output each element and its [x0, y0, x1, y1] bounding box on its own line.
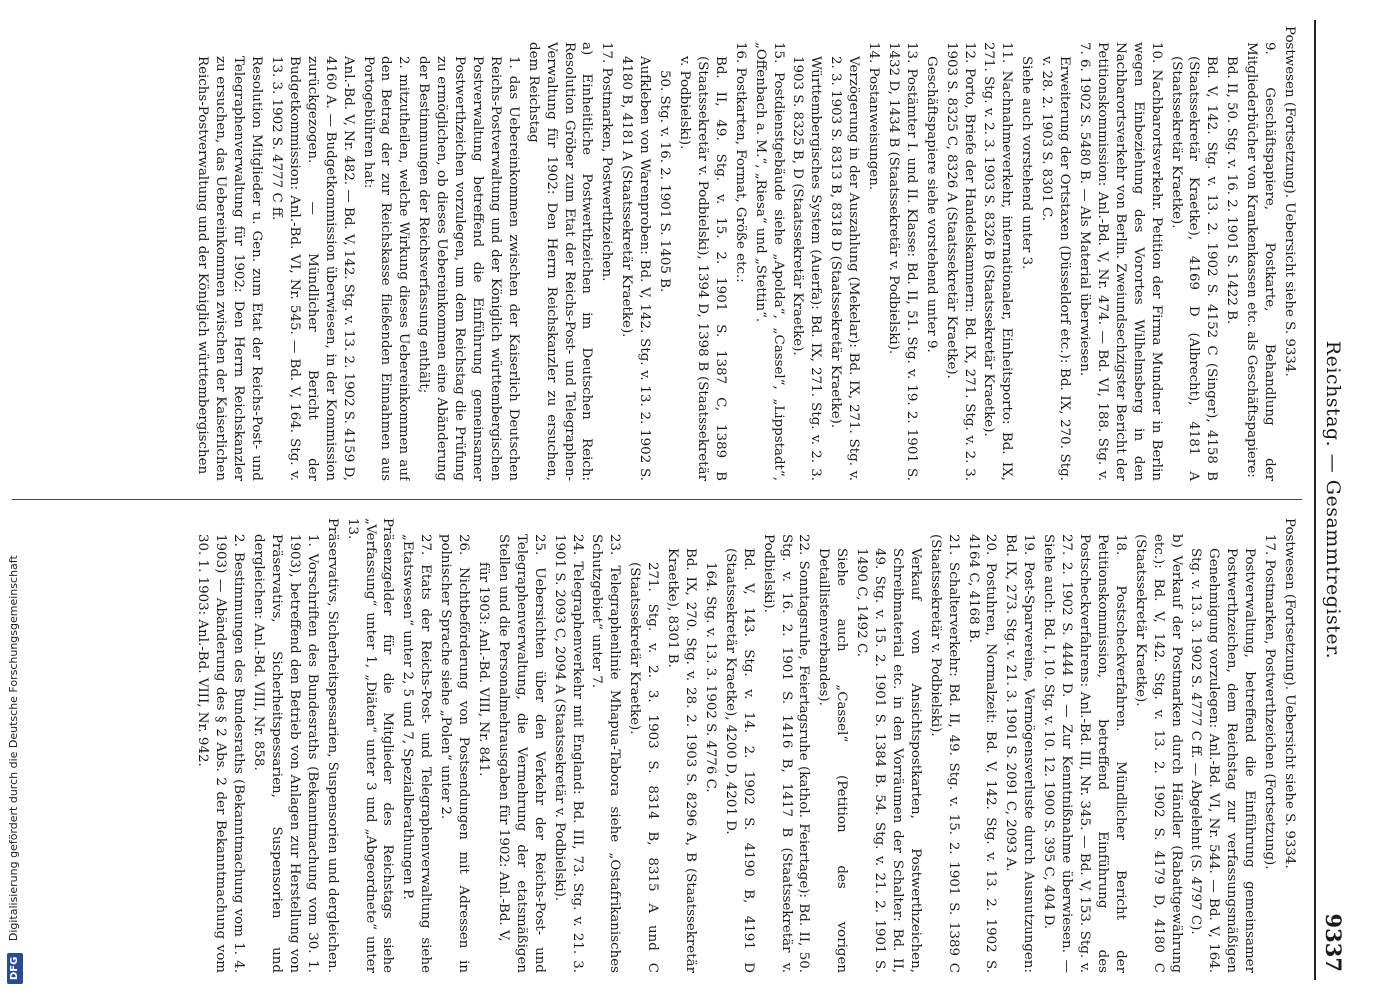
index-entry: Bd. II, 50. Stg. v. 16. 2. 1901 S. 1422 B. [1224, 56, 1240, 325]
running-header [1314, 20, 1350, 980]
index-entry: Verzögerung in der Auszahlung (Mekelar): Bd. IX, 271. Stg. v. 2. 3. 1903 S. 8313 B, 8318 D (Staatssekretär Kraetke). [828, 56, 862, 481]
index-entry: 27. Etats der Reichs-Post- und Telegraphenverwaltung siehe „Etatswesen“ unter 2, 5 und 7, Spezialberathungen P. [400, 534, 434, 973]
index-entry: Siehe auch „Cassel“ (Petition des vorigen Detaillistenverbandes). [816, 548, 850, 973]
index-entry: Geschäftspapiere siehe vorstehend unter 9. [923, 56, 939, 353]
index-entry: 13. Postämter I. und II. Klasse: Bd. II, 51. Stg. v. 19. 2. 1901 S. 1432 D, 1434 B (Staatssekretär v. Podbielski). [885, 42, 919, 481]
index-entry: 1. das Uebereinkommen zwischen der Kaiserlich Deutschen Reichs-Postverwaltung und der Königlich württembergischen Postverwaltung betreffend die Einführung gemeinsamer Postwerthzeichen vorzulegen, um dem Reichstag die Prüfung zu ermöglichen, ob dieses Uebereinkommen eine Abänderung der Bestimmungen der Reichsverfassung enthält; [416, 56, 521, 481]
index-entry: Verkauf von Ansichtspostkarten, Postwerthzeichen, Schreibmaterial etc. in den Vorräumen der Schalter: Bd. II, 49. Stg. v. 15. 2. 1901 S. 1384 B. 54. Stg. v. 21. 2. 1901 S. 1490 C, 1492 C. [854, 548, 923, 973]
index-entry: 14. Postanweisungen. [866, 42, 882, 191]
index-entry: 25. Uebersichten über den Verkehr der Reichs-Post- und Telegraphenverwaltung, die Vermehrung der etatsmäßigen Stellen und die Personalmehrausgaben für 1902: Anl.-Bd. V, [495, 534, 547, 973]
index-entry: Aufkleben von Warenproben: Bd. V, 142. Stg. v. 13. 2. 1902 S. 4180 B, 4181 A (Staatssekretär Kraetke). [619, 56, 653, 481]
index-entry: 17. Postmarken, Postwerthzeichen. [599, 42, 615, 282]
index-entry: Anl.-Bd. V, Nr. 482. — Bd. V, 142. Stg. v. 13. 2. 1902 S. 4159 D, 4160 A. — Budgetkommission überwiesen, in der Kommission zurückgezogen. — Mündlicher Bericht der Budgetkommission: Anl.-Bd. VI, Nr. 545. — Bd. V, 164. Stg. v. 13. 3. 1902 S. 4777 C ff. [269, 56, 356, 481]
index-entry: 17. Postmarken, Postwerthzeichen (Fortsetzung). [1262, 534, 1278, 870]
index-entry: Bd. II, 49. Stg. v. 15. 2. 1901 S. 1387 C, 1389 B (Staatssekretär v. Podbielski), 1394 D, 1398 B (Staatssekretär v. Podbielski). [677, 56, 728, 481]
index-entry: 12. Porto, Briefe der Handelskammern: Bd. IX, 271. Stg. v. 2. 3. 1903 S. 8325 C, 8326 A (Staatssekretär Kraetke). [943, 42, 977, 481]
index-entry: 21. Schalterverkehr: Bd. II, 49. Stg. v. 15. 2. 1901 S. 1389 C (Staatssekretär v. Podbielski). [927, 534, 961, 973]
index-heading: Postwesen (Fortsetzung). Uebersicht siehe S. 9334. [1282, 518, 1297, 869]
index-heading: Präservativs, Sicherheitspessarien, Suspensorien und dergleichen. [324, 518, 340, 973]
index-heading: Präsenzgelder für die Mitglieder des Reichstags siehe „Verfassung“ unter 1, „Diäten“ unter 3 und „Abgeordnete“ unter 13. [344, 518, 396, 973]
page-title: Reichstag. — Gesammtregister. [1322, 340, 1344, 660]
page-number: 9337 [1321, 913, 1346, 972]
index-entry: Bd. V, 143. Stg. v. 14. 2. 1902 S. 4190 B, 4191 D (Staatssekretär Kraetke), 4200 D, 4201 D. [722, 548, 756, 973]
dfg-logo: DFG [7, 953, 23, 984]
index-entry: Bd. V, 142. Stg. v. 13. 2. 1902 S. 4152 C (Singer), 4158 B (Staatssekretär Kraetke), 4169 D (Albrecht), 4181 A (Staatssekretär Kraetke). [1168, 56, 1220, 481]
left-column [8, 26, 1298, 481]
index-entry: 15. Postdienstgebäude siehe „Apolda“, „Cassel“, „Lippstadt“, „Offenbach a. M.“, „Riesa“ und „Stettin“. [752, 42, 786, 481]
index-entry: 2. Bestimmungen des Bundesraths (Bekanntmachung vom 1. 4. 1903) — Abänderung des § 2 Abs. 2 der Bekanntmachung vom 30. 1. 1903: Anl.-Bd. VIII, Nr. 942. [195, 534, 247, 973]
right-column [8, 518, 1298, 973]
index-entry: 24. Telegraphenverkehr mit England: Bd. III, 73. Stg. v. 21. 3. 1901 S. 2093 C, 2094 A (Staatssekretär v. Podbielski). [551, 534, 585, 973]
index-entry: 2. mitzutheilen, welche Wirkung dieses Uebereinkommen auf den Betrag der zur Reichskasse fließenden Einnahmen aus Portogebühren hat: [360, 56, 412, 481]
index-entry: 23. Telegraphenlinie Mhapua-Tabora siehe „Ostafrikanisches Schutzgebiet“ unter 7. [589, 534, 623, 973]
index-entry: 1. Vorschriften des Bundesraths (Bekanntmachung vom 30. 1. 1903), betreffend den Betrieb von Anlagen zur Herstellung von Präservativs, Sicherheitspessarien, Suspensorien und dergleichen: Anl.-Bd. VIII, Nr. 858. [251, 534, 320, 973]
index-entry: für 1903: Anl.-Bd. VIII, Nr. 841. [476, 562, 492, 777]
index-entry: Württembergisches System (Auerfa): Bd. IX, 271. Stg. v. 2. 3. 1903 S. 8325 B, D (Staatssekretär Kraetke). [790, 56, 824, 481]
index-entry: 9. Geschäftspapiere, Postkarte, Behandlung der Mitgliederbücher von Krankenkassen etc. als Geschäftspapiere: [1244, 42, 1278, 481]
index-entry: Resolution Mitglieder u. Gen. zum Etat der Reichs-Post- und Telegraphenverwaltung für 1902: Den Herrn Reichskanzler zu ersuchen, das Uebereinkommen zwischen der Kaiserlichen Reichs-Postverwaltung und der Königlich württembergischen [195, 56, 265, 481]
index-entry: 50. Stg. v. 16. 2. 1901 S. 1405 B. [657, 70, 673, 293]
index-entry: a) Einheitliche Postwerthzeichen im Deutschen Reich: Resolution Gröber zum Etat der Reichs-Post- und Telegraphen-Verwaltung für 1902: Den Herrn Reichskanzler zu ersuchen, dem Reichstag [525, 42, 595, 481]
index-entry: 11. Nachnahmeverkehr, internationaler, Einheitsporto: Bd. IX, 271. Stg. v. 2. 3. 1903 S. 8326 B (Staatssekretär Kraetke). [981, 42, 1015, 481]
rotated-document-page [0, 20, 1350, 980]
index-entry: Postverwaltung, betreffend die Einführung gemeinsamer Postwerthzeichen, dem Reichstag zur verfassungsmäßigen Genehmigung vorzulegen: Anl.-Bd. VI, Nr. 544. — Bd. V, 164. Stg. v. 13. 3. 1902 S. 4777 C ff. — Abgelehnt (S. 4797 C). [1188, 548, 1258, 973]
index-entry: Bd. IX, 270. Stg. v. 28. 2. 1903 S. 8296 A, B (Staatssekretär Kraetke), 8301 B. [665, 548, 698, 973]
digitization-footer [3, 30, 25, 990]
index-entry: 18. Postscheckverfahren. Mündlicher Bericht der Petitionskommission, betreffend Einführung des Postscheckverfahrens: Anl.-Bd. III, Nr. 345. — Bd. V, 153. Stg. v. 27. 2. 1902 S. 4444 D. — Zur Kenntnißnahme überwiesen. — Siehe auch: Bd. I, 10. Stg. v. 10. 12. 1900 S. 395 C, 404 D. [1041, 534, 1128, 973]
index-entry: 20. Postuhren, Normalzeit: Bd. V, 142. Stg. v. 13. 2. 1902 S. 4164 C, 4168 B. [965, 534, 999, 973]
column-divider [12, 499, 1302, 500]
digitization-note: Digitalisierung gefördert durch die Deutsche Forschungsgemeinschaft [7, 555, 20, 942]
index-entry: 16. Postkarten, Format, Größe etc.: [732, 42, 748, 283]
index-heading: Postwesen (Fortsetzung). Uebersicht siehe S. 9334. [1282, 26, 1297, 377]
index-entry: 19. Post-Sparvereine, Vermögensverluste durch Ausnutzungen: Bd. IX, 273. Stg. v. 21. 3. 1901 S. 2091 C, 2093 A. [1003, 534, 1037, 973]
index-entry: Siehe auch vorstehend unter 3. [1019, 56, 1035, 270]
index-entry: 164. Stg. v. 13. 3. 1902 S. 4776 C. [702, 562, 718, 793]
index-entry: 22. Sonntagsruhe, Feiertagsruhe (kathol. Feiertage): Bd. II, 50. Stg. v. 16. 2. 1901 S. 1416 B, 1417 B (Staatssekretär v. Podbielski). [760, 534, 812, 973]
index-entry: Erweiterung der Ortstaxen (Düsseldorf etc.): Bd. IX, 270. Stg. v. 28. 2. 1903 S. 8301 C. [1039, 56, 1073, 481]
index-entry: 26. Nichtbeförderung von Postsendungen mit Adressen in polnischer Sprache siehe „Polen“ unter 2. [438, 534, 472, 973]
index-entry: b) Verkauf der Postmarken durch Händler (Rabattgewährung etc.): Bd. V, 142. Stg. v. 13. 2. 1902 S. 4179 D, 4180 C (Staatssekretär Kraetke). [1132, 534, 1184, 973]
index-entry: 10. Nachbarortsverkehr. Petition der Firma Mundner in Berlin wegen Einbeziehung des Vorortes Wilhelmsberg in den Nachbarortsverkehr von Berlin. Zweiundsechzigster Bericht der Petitionskommission: Anl.-Bd. V, Nr. 474. — Bd. VI, 188. Stg. v. 7. 6. 1902 S. 5480 B. — Als Material überwiesen. [1077, 42, 1164, 481]
index-entry: 271. Stg. v. 2. 3. 1903 S. 8314 B, 8315 A und C (Staatssekretär Kraetke). [627, 562, 661, 973]
